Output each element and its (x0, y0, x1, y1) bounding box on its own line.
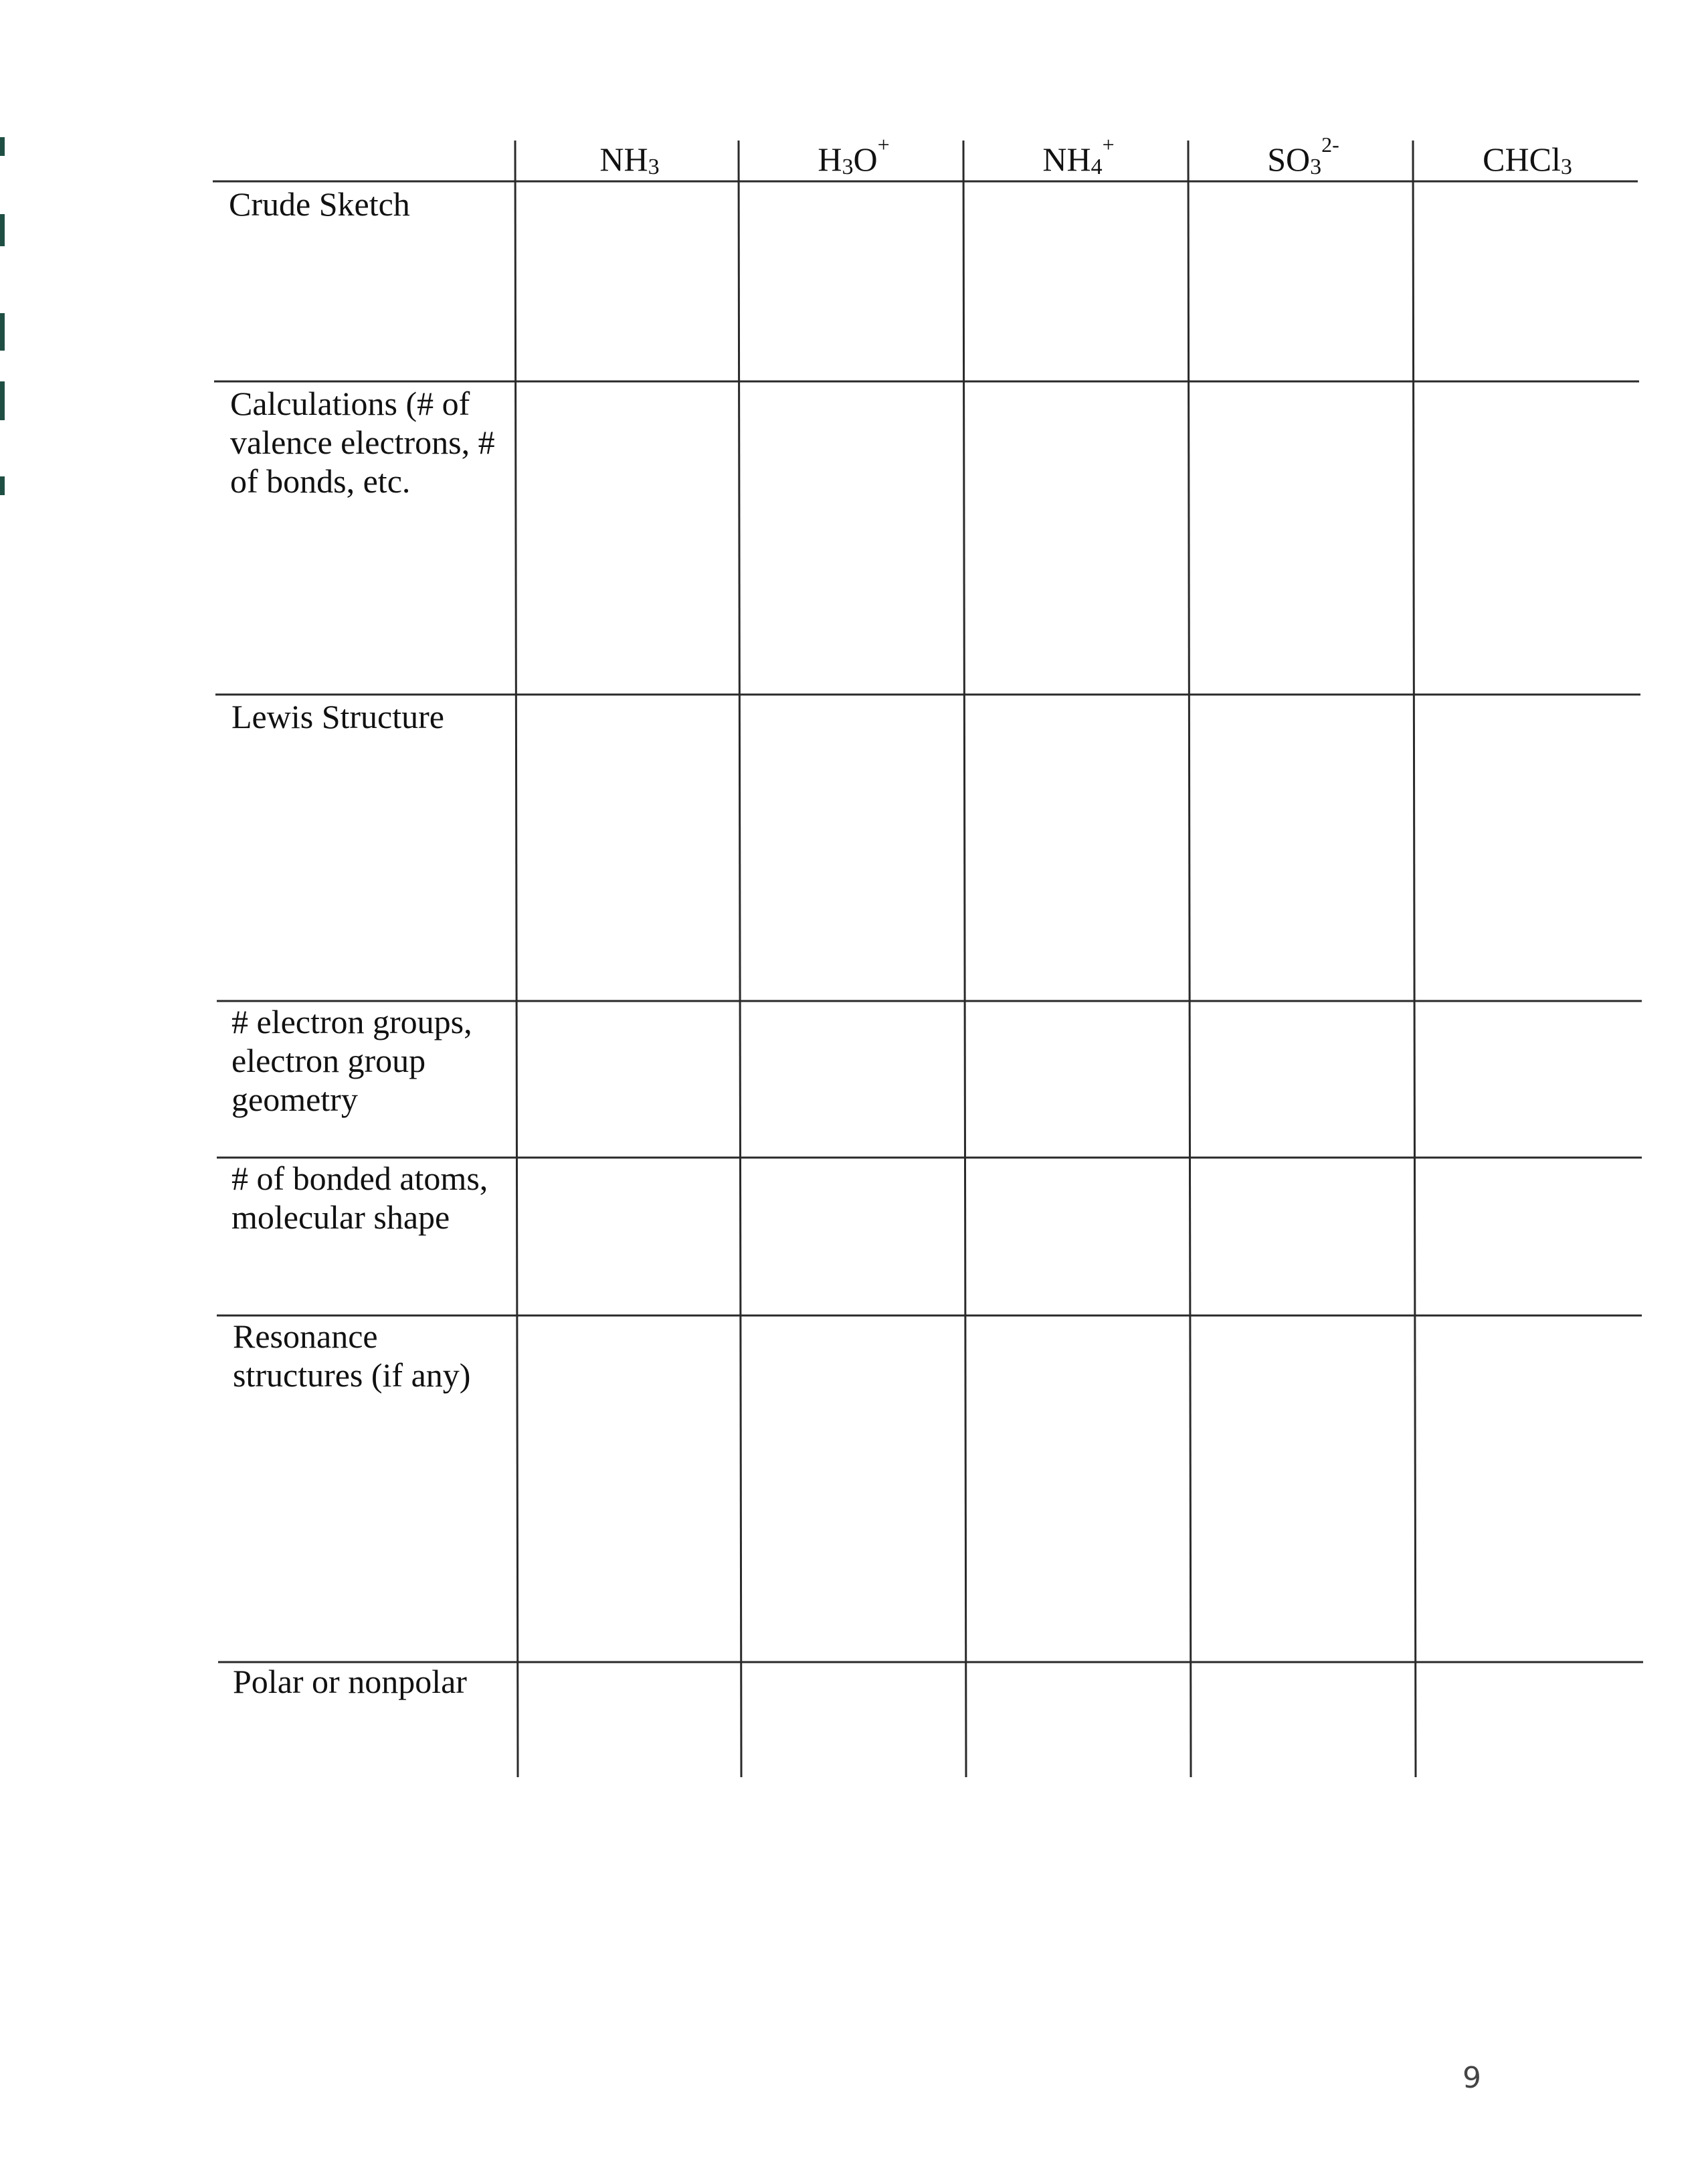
column-header-nh4-plus: NH 4 + (1042, 132, 1115, 179)
answer-cell[interactable] (1417, 183, 1636, 380)
column-header-h3o-plus: H 3 O + (818, 132, 890, 179)
page-number: 9 (1462, 2061, 1481, 2095)
answer-cell[interactable] (967, 183, 1187, 380)
row-label-electron-groups: # electron groups, electron group geometry (231, 1003, 472, 1118)
answer-cell[interactable] (519, 183, 737, 380)
answer-cell[interactable] (1192, 183, 1412, 380)
row-label-bonded-atoms: # of bonded atoms, molecular shape (231, 1160, 488, 1236)
row-label-lewis-structure: Lewis Structure (231, 698, 444, 735)
row-label-resonance: Resonance structures (if any) (233, 1317, 471, 1394)
row-label-calculations: Calculations (# of valence electrons, # of bonds, etc. (230, 385, 495, 500)
row-label-polarity: Polar or nonpolar (233, 1663, 467, 1700)
column-header-chcl3: CHCl 3 (1483, 141, 1572, 179)
answer-cell[interactable] (743, 183, 962, 380)
row-label-crude-sketch: Crude Sketch (229, 185, 410, 223)
column-header-so3-2minus: SO 3 2- (1267, 132, 1339, 179)
column-header-nh3: NH 3 (599, 141, 660, 179)
